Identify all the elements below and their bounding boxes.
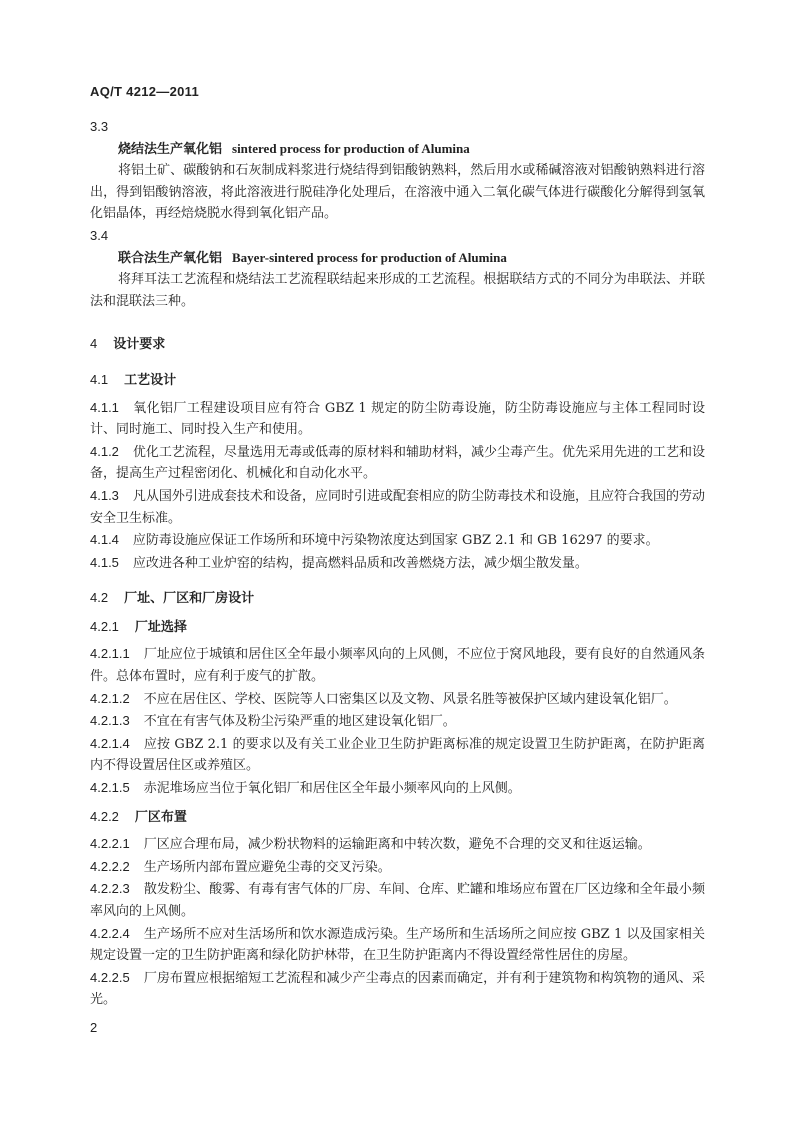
clause-number: 4.1.2	[90, 443, 119, 459]
clause	[90, 397, 705, 441]
section-number-3-4: 3.4	[90, 227, 109, 243]
clause-text: 应改进各种工业炉窑的结构，提高燃料品质和改善燃烧方法，减少烟尘散发量。	[132, 555, 588, 571]
clause-number: 4.2.1.1	[90, 646, 130, 662]
term-en: sintered process for production of Alumina	[232, 140, 470, 156]
clause-text: 厂区应合理布局，减少粉状物料的运输距离和中转次数，避免不合理的交叉和往返运输。	[143, 837, 651, 853]
clause-text: 厂房布置应根据缩短工艺流程和减少产尘毒点的因素而确定，并有利于建筑物和构筑物的通风、采光。	[90, 970, 705, 1008]
term-definition-3-4: 将拜耳法工艺流程和烧结法工艺流程联结起来形成的工艺流程。根据联结方式的不同分为串联法、并联法和混联法三种。	[90, 272, 705, 309]
heading-number: 4.2.1	[90, 618, 119, 634]
clause-text: 生产场所内部布置应避免尘毒的交叉污染。	[143, 859, 391, 875]
clause-text: 不宜在有害气体及粉尘污染严重的地区建设氧化铝厂。	[143, 714, 456, 730]
page-number: 2	[90, 1020, 98, 1035]
clause-list-4-2-2	[90, 833, 705, 1011]
clause	[90, 777, 705, 800]
heading-title: 工艺设计	[124, 372, 177, 388]
clause-number: 4.2.1.3	[90, 713, 130, 729]
heading-number: 4	[90, 336, 98, 352]
clause-text: 赤泥堆场应当位于氧化铝厂和居住区全年最小频率风向的上风侧。	[143, 781, 521, 797]
term-cn: 联合法生产氧化铝	[118, 250, 223, 266]
clause	[90, 967, 705, 1011]
clause-text: 优化工艺流程，尽量选用无毒或低毒的原材料和辅助材料，减少尘毒产生。优先采用先进的工艺和设备，提高生产过程密闭化、机械化和自动化水平。	[90, 444, 705, 482]
term-heading-3-3	[90, 138, 705, 161]
clause	[90, 552, 705, 575]
section-heading-4-1	[90, 369, 705, 392]
clause-number: 4.2.2.2	[90, 858, 130, 874]
clause-number: 4.2.2.5	[90, 969, 130, 985]
clause-number: 4.2.2.1	[90, 836, 130, 852]
chapter-heading-4	[90, 333, 705, 356]
clause	[90, 688, 705, 711]
clause-text: 应防毒设施应保证工作场所和环境中污染物浓度达到国家 GBZ 2.1 和 GB 16297 的要求。	[132, 533, 659, 549]
heading-title: 厂址、厂区和厂房设计	[124, 591, 255, 607]
subsection-heading-4-2-2	[90, 806, 705, 829]
clause	[90, 833, 705, 856]
clause	[90, 923, 705, 967]
heading-title: 厂区布置	[134, 809, 187, 825]
clause	[90, 733, 705, 777]
subsection-heading-4-2-1	[90, 616, 705, 639]
clause	[90, 485, 705, 529]
term-heading-3-4	[90, 247, 705, 270]
clause	[90, 643, 705, 687]
clause-text: 应按 GBZ 2.1 的要求以及有关工业企业卫生防护距离标准的规定设置卫生防护距离，在防护距离内不得设置居住区或养殖区。	[90, 736, 705, 774]
heading-number: 4.2.2	[90, 808, 119, 824]
clause-text: 不应在居住区、学校、医院等人口密集区以及文物、风景名胜等被保护区域内建设氧化铝厂。	[143, 691, 677, 707]
standard-code-header: AQ/T 4212—2011	[90, 84, 199, 99]
clause-number: 4.2.1.5	[90, 780, 130, 796]
clause-number: 4.1.3	[90, 487, 119, 503]
clause	[90, 856, 705, 879]
clause-list-4-1	[90, 397, 705, 575]
heading-number: 4.2	[90, 590, 109, 606]
clause-number: 4.2.2.3	[90, 881, 130, 897]
clause-number: 4.2.1.2	[90, 690, 130, 706]
clause-text: 生产场所不应对生活场所和饮水源造成污染。生产场所和生活场所之间应按 GBZ 1 以及国家相关规定设置一定的卫生防护距离和绿化防护林带，在卫生防护距离内不得设置经常性居住的房屋。	[90, 926, 705, 964]
clause-text: 散发粉尘、酸雾、有毒有害气体的厂房、车间、仓库、贮罐和堆场应布置在厂区边缘和全年最小频率风向的上风侧。	[90, 882, 705, 919]
term-definition-3-3: 将铝土矿、碳酸钠和石灰制成料浆进行烧结得到铝酸钠熟料，然后用水或稀碱溶液对铝酸钠熟料进行溶出，得到铝酸钠溶液，将此溶液进行脱硅净化处理后，在溶液中通入二氧化碳气体进行碳酸化分解得到氢氧化铝晶体，再经焙烧脱水得到氧化铝产品。	[90, 163, 705, 222]
term-en: Bayer-sintered process for production of Alumina	[232, 249, 507, 265]
clause-number: 4.1.4	[90, 532, 119, 548]
document-body	[90, 116, 705, 1011]
section-number-3-3: 3.3	[90, 119, 109, 134]
clause-number: 4.2.1.4	[90, 735, 130, 751]
clause	[90, 529, 705, 552]
clause-number: 4.2.2.4	[90, 925, 130, 941]
clause-number: 4.1.1	[90, 399, 119, 415]
clause-text: 厂址应位于城镇和居住区全年最小频率风向的上风侧，不应位于窝风地段，要有良好的自然通风条件。总体布置时，应有利于废气的扩散。	[90, 647, 705, 685]
heading-number: 4.1	[90, 371, 109, 387]
clause-list-4-2-1	[90, 643, 705, 799]
clause	[90, 878, 705, 922]
clause-text: 凡从国外引进成套技术和设备，应同时引进或配套相应的防尘防毒技术和设施，且应符合我国的劳动安全卫生标准。	[90, 488, 705, 526]
clause	[90, 710, 705, 733]
heading-title: 设计要求	[113, 337, 166, 353]
section-heading-4-2	[90, 587, 705, 610]
clause	[90, 441, 705, 485]
clause-number: 4.1.5	[90, 554, 119, 570]
heading-title: 厂址选择	[134, 619, 187, 635]
term-cn: 烧结法生产氧化铝	[118, 141, 223, 157]
clause-text: 氧化铝厂工程建设项目应有符合 GBZ 1 规定的防尘防毒设施，防尘防毒设施应与主体工程同时设计、同时施工、同时投入生产和使用。	[90, 400, 705, 438]
